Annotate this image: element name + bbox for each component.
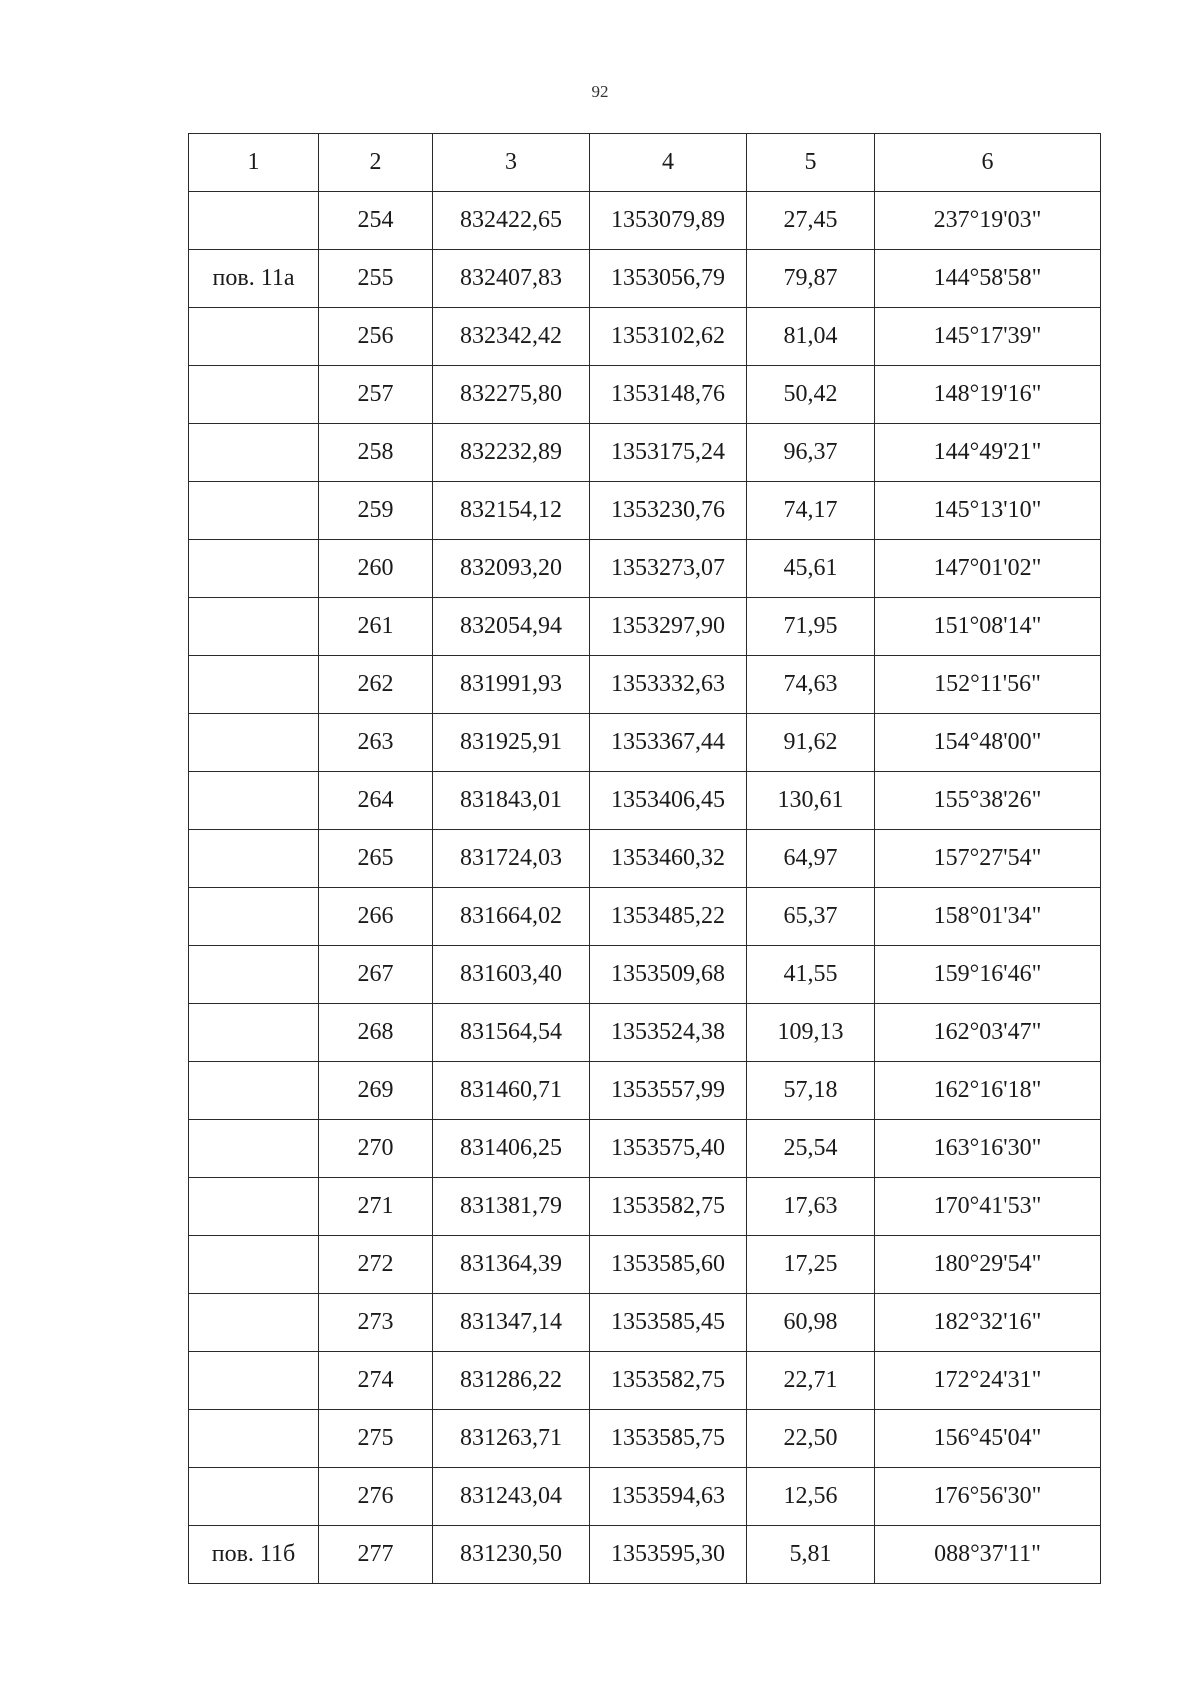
turn-label-cell <box>189 656 319 714</box>
x-coordinate-cell: 831263,71 <box>433 1410 590 1468</box>
distance-cell: 130,61 <box>747 772 875 830</box>
distance-cell: 81,04 <box>747 308 875 366</box>
x-coordinate-cell: 831991,93 <box>433 656 590 714</box>
bearing-cell: 163°16'30" <box>875 1120 1101 1178</box>
point-number-cell: 273 <box>319 1294 433 1352</box>
x-coordinate-cell: 832342,42 <box>433 308 590 366</box>
x-coordinate-cell: 832422,65 <box>433 192 590 250</box>
y-coordinate-cell: 1353582,75 <box>590 1178 747 1236</box>
x-coordinate-cell: 831564,54 <box>433 1004 590 1062</box>
turn-label-cell <box>189 1410 319 1468</box>
turn-label-cell: пов. 11а <box>189 250 319 308</box>
bearing-cell: 088°37'11" <box>875 1526 1101 1584</box>
table-row <box>189 540 1101 598</box>
turn-label-cell <box>189 1294 319 1352</box>
x-coordinate-cell: 831925,91 <box>433 714 590 772</box>
distance-cell: 74,17 <box>747 482 875 540</box>
distance-cell: 64,97 <box>747 830 875 888</box>
bearing-cell: 148°19'16" <box>875 366 1101 424</box>
turn-label-cell <box>189 598 319 656</box>
x-coordinate-cell: 831286,22 <box>433 1352 590 1410</box>
point-number-cell: 263 <box>319 714 433 772</box>
point-number-cell: 275 <box>319 1410 433 1468</box>
turn-label-cell <box>189 308 319 366</box>
bearing-cell: 162°16'18" <box>875 1062 1101 1120</box>
y-coordinate-cell: 1353460,32 <box>590 830 747 888</box>
point-number-cell: 268 <box>319 1004 433 1062</box>
turn-label-cell <box>189 1120 319 1178</box>
point-number-cell: 260 <box>319 540 433 598</box>
turn-label-cell <box>189 1004 319 1062</box>
y-coordinate-cell: 1353594,63 <box>590 1468 747 1526</box>
turn-label-cell <box>189 772 319 830</box>
bearing-cell: 154°48'00" <box>875 714 1101 772</box>
y-coordinate-cell: 1353367,44 <box>590 714 747 772</box>
y-coordinate-cell: 1353148,76 <box>590 366 747 424</box>
turn-label-cell: пов. 11б <box>189 1526 319 1584</box>
x-coordinate-cell: 832275,80 <box>433 366 590 424</box>
page-number: 92 <box>591 82 609 101</box>
turn-label-cell <box>189 482 319 540</box>
x-coordinate-cell: 831406,25 <box>433 1120 590 1178</box>
table-row <box>189 308 1101 366</box>
distance-cell: 79,87 <box>747 250 875 308</box>
turn-label-cell <box>189 366 319 424</box>
bearing-cell: 144°49'21" <box>875 424 1101 482</box>
y-coordinate-cell: 1353582,75 <box>590 1352 747 1410</box>
y-coordinate-cell: 1353175,24 <box>590 424 747 482</box>
table-row <box>189 192 1101 250</box>
turn-label-cell <box>189 1178 319 1236</box>
distance-cell: 91,62 <box>747 714 875 772</box>
point-number-cell: 276 <box>319 1468 433 1526</box>
distance-cell: 5,81 <box>747 1526 875 1584</box>
bearing-cell: 172°24'31" <box>875 1352 1101 1410</box>
y-coordinate-cell: 1353056,79 <box>590 250 747 308</box>
bearing-cell: 147°01'02" <box>875 540 1101 598</box>
distance-cell: 22,71 <box>747 1352 875 1410</box>
turn-label-cell <box>189 192 319 250</box>
table-row <box>189 250 1101 308</box>
bearing-cell: 151°08'14" <box>875 598 1101 656</box>
distance-cell: 60,98 <box>747 1294 875 1352</box>
point-number-cell: 262 <box>319 656 433 714</box>
table-row <box>189 1294 1101 1352</box>
table-row <box>189 1178 1101 1236</box>
distance-cell: 65,37 <box>747 888 875 946</box>
bearing-cell: 158°01'34" <box>875 888 1101 946</box>
point-number-cell: 271 <box>319 1178 433 1236</box>
turn-label-cell <box>189 714 319 772</box>
point-number-cell: 274 <box>319 1352 433 1410</box>
distance-cell: 71,95 <box>747 598 875 656</box>
y-coordinate-cell: 1353524,38 <box>590 1004 747 1062</box>
point-number-cell: 259 <box>319 482 433 540</box>
point-number-cell: 265 <box>319 830 433 888</box>
coordinates-table <box>188 133 1101 1584</box>
table-row <box>189 366 1101 424</box>
x-coordinate-cell: 831347,14 <box>433 1294 590 1352</box>
bearing-cell: 156°45'04" <box>875 1410 1101 1468</box>
turn-label-cell <box>189 888 319 946</box>
table-row <box>189 772 1101 830</box>
distance-cell: 45,61 <box>747 540 875 598</box>
x-coordinate-cell: 831243,04 <box>433 1468 590 1526</box>
point-number-cell: 254 <box>319 192 433 250</box>
bearing-cell: 180°29'54" <box>875 1236 1101 1294</box>
distance-cell: 96,37 <box>747 424 875 482</box>
point-number-cell: 277 <box>319 1526 433 1584</box>
table-row <box>189 946 1101 1004</box>
y-coordinate-cell: 1353485,22 <box>590 888 747 946</box>
point-number-cell: 267 <box>319 946 433 1004</box>
y-coordinate-cell: 1353585,75 <box>590 1410 747 1468</box>
bearing-cell: 145°13'10" <box>875 482 1101 540</box>
distance-cell: 57,18 <box>747 1062 875 1120</box>
bearing-cell: 155°38'26" <box>875 772 1101 830</box>
point-number-cell: 269 <box>319 1062 433 1120</box>
table-row <box>189 1004 1101 1062</box>
x-coordinate-cell: 831381,79 <box>433 1178 590 1236</box>
y-coordinate-cell: 1353509,68 <box>590 946 747 1004</box>
column-header: 5 <box>747 134 875 192</box>
y-coordinate-cell: 1353585,45 <box>590 1294 747 1352</box>
distance-cell: 74,63 <box>747 656 875 714</box>
point-number-cell: 255 <box>319 250 433 308</box>
bearing-cell: 157°27'54" <box>875 830 1101 888</box>
column-header: 2 <box>319 134 433 192</box>
y-coordinate-cell: 1353406,45 <box>590 772 747 830</box>
y-coordinate-cell: 1353230,76 <box>590 482 747 540</box>
table-row <box>189 888 1101 946</box>
table-row <box>189 1410 1101 1468</box>
y-coordinate-cell: 1353102,62 <box>590 308 747 366</box>
distance-cell: 17,63 <box>747 1178 875 1236</box>
distance-cell: 12,56 <box>747 1468 875 1526</box>
table-row <box>189 1468 1101 1526</box>
table-header <box>189 134 1101 192</box>
turn-label-cell <box>189 424 319 482</box>
distance-cell: 50,42 <box>747 366 875 424</box>
distance-cell: 109,13 <box>747 1004 875 1062</box>
turn-label-cell <box>189 830 319 888</box>
x-coordinate-cell: 831664,02 <box>433 888 590 946</box>
y-coordinate-cell: 1353079,89 <box>590 192 747 250</box>
x-coordinate-cell: 832154,12 <box>433 482 590 540</box>
bearing-cell: 176°56'30" <box>875 1468 1101 1526</box>
turn-label-cell <box>189 1062 319 1120</box>
header-row <box>189 134 1101 192</box>
y-coordinate-cell: 1353557,99 <box>590 1062 747 1120</box>
table-row <box>189 1120 1101 1178</box>
x-coordinate-cell: 832407,83 <box>433 250 590 308</box>
point-number-cell: 266 <box>319 888 433 946</box>
y-coordinate-cell: 1353595,30 <box>590 1526 747 1584</box>
bearing-cell: 159°16'46" <box>875 946 1101 1004</box>
bearing-cell: 162°03'47" <box>875 1004 1101 1062</box>
turn-label-cell <box>189 1468 319 1526</box>
point-number-cell: 261 <box>319 598 433 656</box>
bearing-cell: 182°32'16" <box>875 1294 1101 1352</box>
x-coordinate-cell: 832054,94 <box>433 598 590 656</box>
column-header: 1 <box>189 134 319 192</box>
turn-label-cell <box>189 1236 319 1294</box>
y-coordinate-cell: 1353297,90 <box>590 598 747 656</box>
turn-label-cell <box>189 1352 319 1410</box>
bearing-cell: 237°19'03" <box>875 192 1101 250</box>
point-number-cell: 272 <box>319 1236 433 1294</box>
table-row <box>189 1526 1101 1584</box>
x-coordinate-cell: 831364,39 <box>433 1236 590 1294</box>
x-coordinate-cell: 831230,50 <box>433 1526 590 1584</box>
column-header: 4 <box>590 134 747 192</box>
bearing-cell: 152°11'56" <box>875 656 1101 714</box>
table-row <box>189 424 1101 482</box>
table-row <box>189 598 1101 656</box>
distance-cell: 22,50 <box>747 1410 875 1468</box>
table-row <box>189 1062 1101 1120</box>
point-number-cell: 256 <box>319 308 433 366</box>
distance-cell: 41,55 <box>747 946 875 1004</box>
table-row <box>189 830 1101 888</box>
point-number-cell: 257 <box>319 366 433 424</box>
table-row <box>189 656 1101 714</box>
point-number-cell: 264 <box>319 772 433 830</box>
point-number-cell: 258 <box>319 424 433 482</box>
bearing-cell: 170°41'53" <box>875 1178 1101 1236</box>
point-number-cell: 270 <box>319 1120 433 1178</box>
x-coordinate-cell: 831843,01 <box>433 772 590 830</box>
bearing-cell: 144°58'58" <box>875 250 1101 308</box>
turn-label-cell <box>189 946 319 1004</box>
turn-label-cell <box>189 540 319 598</box>
y-coordinate-cell: 1353273,07 <box>590 540 747 598</box>
column-header: 3 <box>433 134 590 192</box>
table-body <box>189 192 1101 1584</box>
distance-cell: 25,54 <box>747 1120 875 1178</box>
y-coordinate-cell: 1353575,40 <box>590 1120 747 1178</box>
x-coordinate-cell: 832232,89 <box>433 424 590 482</box>
table-row <box>189 1352 1101 1410</box>
x-coordinate-cell: 831724,03 <box>433 830 590 888</box>
table-row <box>189 482 1101 540</box>
table-row <box>189 714 1101 772</box>
bearing-cell: 145°17'39" <box>875 308 1101 366</box>
y-coordinate-cell: 1353332,63 <box>590 656 747 714</box>
x-coordinate-cell: 831460,71 <box>433 1062 590 1120</box>
y-coordinate-cell: 1353585,60 <box>590 1236 747 1294</box>
distance-cell: 17,25 <box>747 1236 875 1294</box>
table-row <box>189 1236 1101 1294</box>
distance-cell: 27,45 <box>747 192 875 250</box>
x-coordinate-cell: 832093,20 <box>433 540 590 598</box>
column-header: 6 <box>875 134 1101 192</box>
x-coordinate-cell: 831603,40 <box>433 946 590 1004</box>
